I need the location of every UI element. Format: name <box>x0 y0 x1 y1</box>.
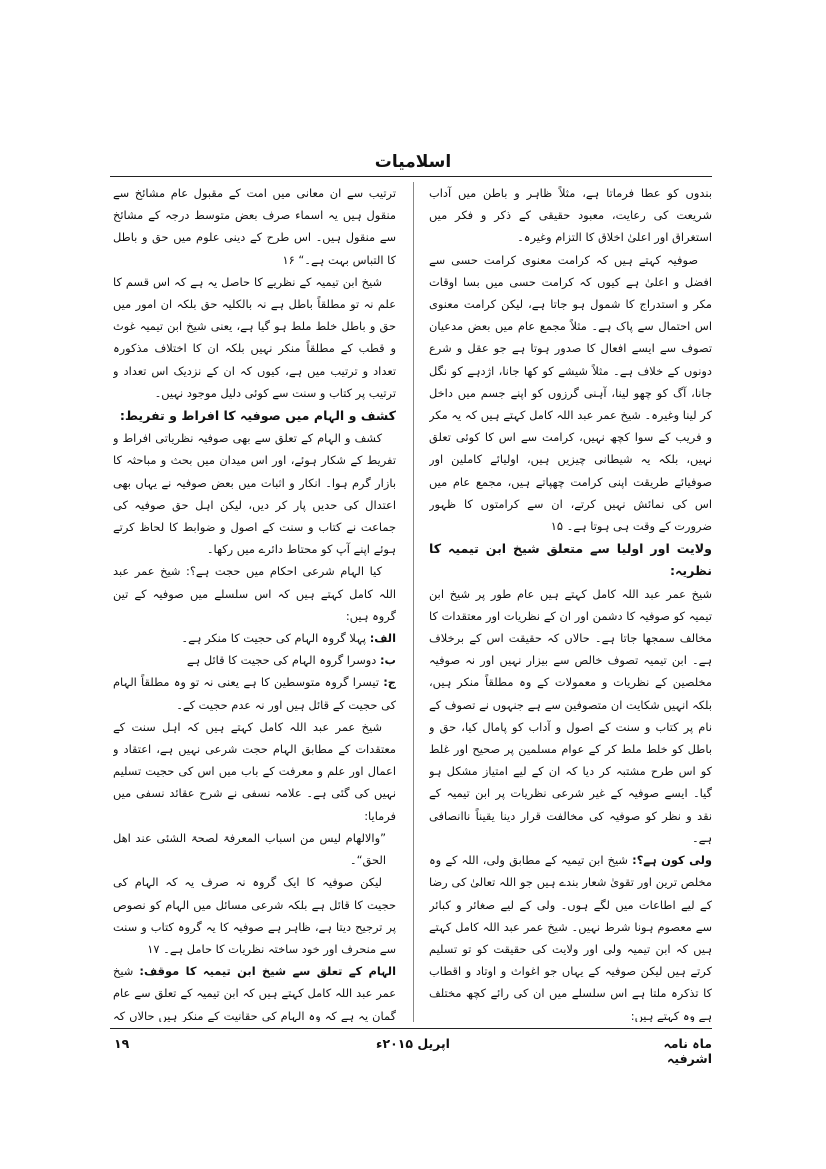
footer-rule <box>110 1028 712 1029</box>
footer-magazine-name: ماہ نامہ اشرفیہ <box>663 1036 712 1066</box>
paragraph: شیخ عمر عبد اللہ کامل کہتے ہیں کہ ابن تیمیہ کے تعلق سے عام گمان یہ ہے کہ وہ الہام کی حقانیت کے منکر ہیں حالاں کہ <box>113 964 396 1022</box>
paragraph: بندوں کو عطا فرماتا ہے، مثلاً ظاہر و باطن میں آداب شریعت کی رعایت، معبود حقیقی کے ذکر و فکر میں استغراق اور اعلیٰ اخلاق کا التزام وغیرہ۔ <box>429 186 712 245</box>
section-heading: ولایت اور اولیا سے متعلق شیخ ابن تیمیہ کا نظریہ: <box>429 541 712 579</box>
list-item <box>113 627 396 649</box>
arabic-quote: ”والالھام لیس من اسباب المعرفۃ لصحۃ الشئی عند اھل الحق“۔ <box>113 830 386 868</box>
paragraph: شیخ ابن تیمیہ کے مطابق ولی، اللہ کے وہ مخلص ترین اور تقویٰ شعار بندے ہیں جو اللہ تعالیٰ کی رضا کے لیے اطاعات میں لگے ہوں۔ ولی کے لیے صغائر و کبائر سے معصوم ہونا شرط نہیں۔ شیخ عمر عبد اللہ کامل کہتے ہیں کہ ابن تیمیہ ولی اور ولایت کی حقیقت کو تو تسلیم کرتے ہیں لیکن صوفیہ کے یہاں جو اغواث و اوتاد و اقطاب کا تذکرہ ملتا ہے اس سلسلے میں ان کی رائے کچھ مختلف ہے وہ کہتے ہیں: <box>429 853 712 1022</box>
section-heading: کشف و الہام میں صوفیہ کا افراط و تفریط: <box>119 408 396 424</box>
list-label: الف: <box>369 631 396 646</box>
left-column <box>113 182 396 1022</box>
list-text: پہلا گروہ الہام کی حجیت کا منکر ہے۔ <box>181 631 367 646</box>
paragraph: صوفیہ کہتے ہیں کہ کرامت معنوی کرامت حسی سے افضل و اعلیٰ ہے کیوں کہ کرامت حسی میں بسا اوقات مکر و استدراج کا شمول ہو جاتا ہے، لیکن کرامت معنوی اس احتمال سے پاک ہے۔ مثلاً مجمع عام میں بعض مدعیان تصوف سے ایسے افعال کا صدور ہوتا ہے جو عقل و شرع دونوں کے خلاف ہے۔ مثلاً شیشے کو کھا جانا، اژدہے کو نگل جانا، آگ کو چھو لینا، آہنی گرزوں کو اپنے جسم میں داخل کر لینا وغیرہ۔ شیخ عمر عبد اللہ کامل کہتے ہیں کہ یہ مکر و فریب کے سوا کچھ نہیں، کرامت سے اس کا کوئی تعلق نہیں، بلکہ یہ شیطانی چیزیں ہیں، اولیائے کاملین اور صوفیائے طریقت اپنی کرامت چھپاتے ہیں، مجمع عام میں اس کی نمائش نہیں کرتے، ان سے کرامتوں کا ظہور ضرورت کے وقت ہی ہوتا ہے۔ ۱۵ <box>429 252 712 534</box>
list-text: دوسرا گروہ الہام کی حجیت کا قائل ہے <box>186 653 377 668</box>
paragraph: کیا الہام شرعی احکام میں حجت ہے؟: شیخ عمر عبد اللہ کامل کہتے ہیں کہ اس سلسلے میں صوفیہ کے تین گروہ ہیں: <box>113 564 396 623</box>
footer-date: اپریل ۲۰۱۵ء <box>376 1036 450 1051</box>
page-title: اسلامیات <box>374 152 452 172</box>
list-label: ج: <box>383 675 396 690</box>
paragraph: لیکن صوفیہ کا ایک گروہ نہ صرف یہ کہ الہام کی حجیت کا قائل ہے بلکہ شرعی مسائل میں الہام کو نصوص پر ترجیح دیتا ہے، ظاہر ہے صوفیہ کا یہ گروہ کتاب و سنت سے منحرف اور خود ساختہ نظریات کا حامل ہے۔ ۱۷ <box>113 875 396 956</box>
column-divider <box>413 182 414 1022</box>
section-heading: الہام کے تعلق سے شیخ ابن تیمیہ کا موقف: <box>139 964 396 979</box>
paragraph: شیخ ابن تیمیہ کے نظریے کا حاصل یہ ہے کہ اس قسم کا علم نہ تو مطلقاً باطل ہے نہ بالکلیہ حق بلکہ ان امور میں حق و باطل خلط ملط ہو گیا ہے، یعنی شیخ ابن تیمیہ غوث و قطب کے مطلقاً منکر نہیں بلکہ ان کا اختلاف مذکورہ تعداد و ترتیب میں ہے، کیوں کہ ان کے نزدیک اس تعداد و ترتیب پر کتاب و سنت سے کوئی دلیل موجود نہیں۔ <box>113 274 396 400</box>
paragraph: کشف و الہام کے تعلق سے بھی صوفیہ نظریاتی افراط و تفریط کے شکار ہوئے، اور اس میدان میں بحث و مباحثہ کا بازار گرم ہوا۔ انکار و اثبات میں بعض صوفیہ نے یہاں بھی اعتدال کی حدیں پار کر دیں، لیکن اہل حق صوفیہ کی جماعت نے کتاب و سنت کے اصول و ضوابط کا لحاظ کرتے ہوئے اپنے آپ کو محتاط دائرے میں رکھا۔ <box>113 431 396 557</box>
right-column <box>429 182 712 1022</box>
list-item <box>113 671 396 715</box>
list-item <box>113 649 396 671</box>
paragraph: شیخ عمر عبد اللہ کامل کہتے ہیں عام طور پر شیخ ابن تیمیہ کو صوفیہ کا دشمن اور ان کے نظریات اور معتقدات کا مخالف سمجھا جاتا ہے۔ حالاں کہ حقیقت اس کے برخلاف ہے۔ ابن تیمیہ تصوف خالص سے بیزار نہیں اور نہ صوفیہ مخلصین کے نظریات و معمولات کے وہ مطلقاً منکر ہیں، بلکہ انہیں شکایت ان متصوفین سے ہے جنہوں نے تصوف کے نام پر کتاب و سنت کے اصول و آداب کو پامال کیا، حق و باطل کو خلط ملط کر کے عوام مسلمین پر صحیح اور غلط کو اس طرح مشتبہ کر دیا کہ ان کے لیے امتیاز مشکل ہو گیا۔ ایسے صوفیہ کے غیر شرعی نظریات پر ابن تیمیہ کے نقد و نظر کو صوفیہ کی مخالفت قرار دینا یقیناً ناانصافی ہے۔ <box>429 586 712 845</box>
header-rule <box>110 176 712 177</box>
paragraph: شیخ عمر عبد اللہ کامل کہتے ہیں کہ اہل سنت کے معتقدات کے مطابق الہام حجت شرعی نہیں ہے، اعتقاد و اعمال اور علم و معرفت کے باب میں اس کی حجیت تسلیم نہیں کی گئی ہے۔ علامہ نسفی نے شرح عقائد نسفی میں فرمایا: <box>113 719 396 823</box>
paragraph: ترتیب سے ان معانی میں امت کے مقبول عام مشائخ سے منقول ہیں یہ اسماء صرف بعض متوسط درجہ کے مشائخ سے منقول ہیں۔ اس طرح کے دینی علوم میں حق و باطل کا التباس بہت ہے۔“ ۱۶ <box>113 186 396 267</box>
section-heading: ولی کون ہے؟: <box>632 853 712 868</box>
list-label: ب: <box>379 653 396 668</box>
page-number: ۱۹ <box>114 1036 130 1051</box>
list-text: تیسرا گروہ متوسطین کا ہے یعنی نہ تو وہ مطلقاً الہام کی حجیت کے قائل ہیں اور نہ عدم حجیت کے۔ <box>113 675 396 712</box>
